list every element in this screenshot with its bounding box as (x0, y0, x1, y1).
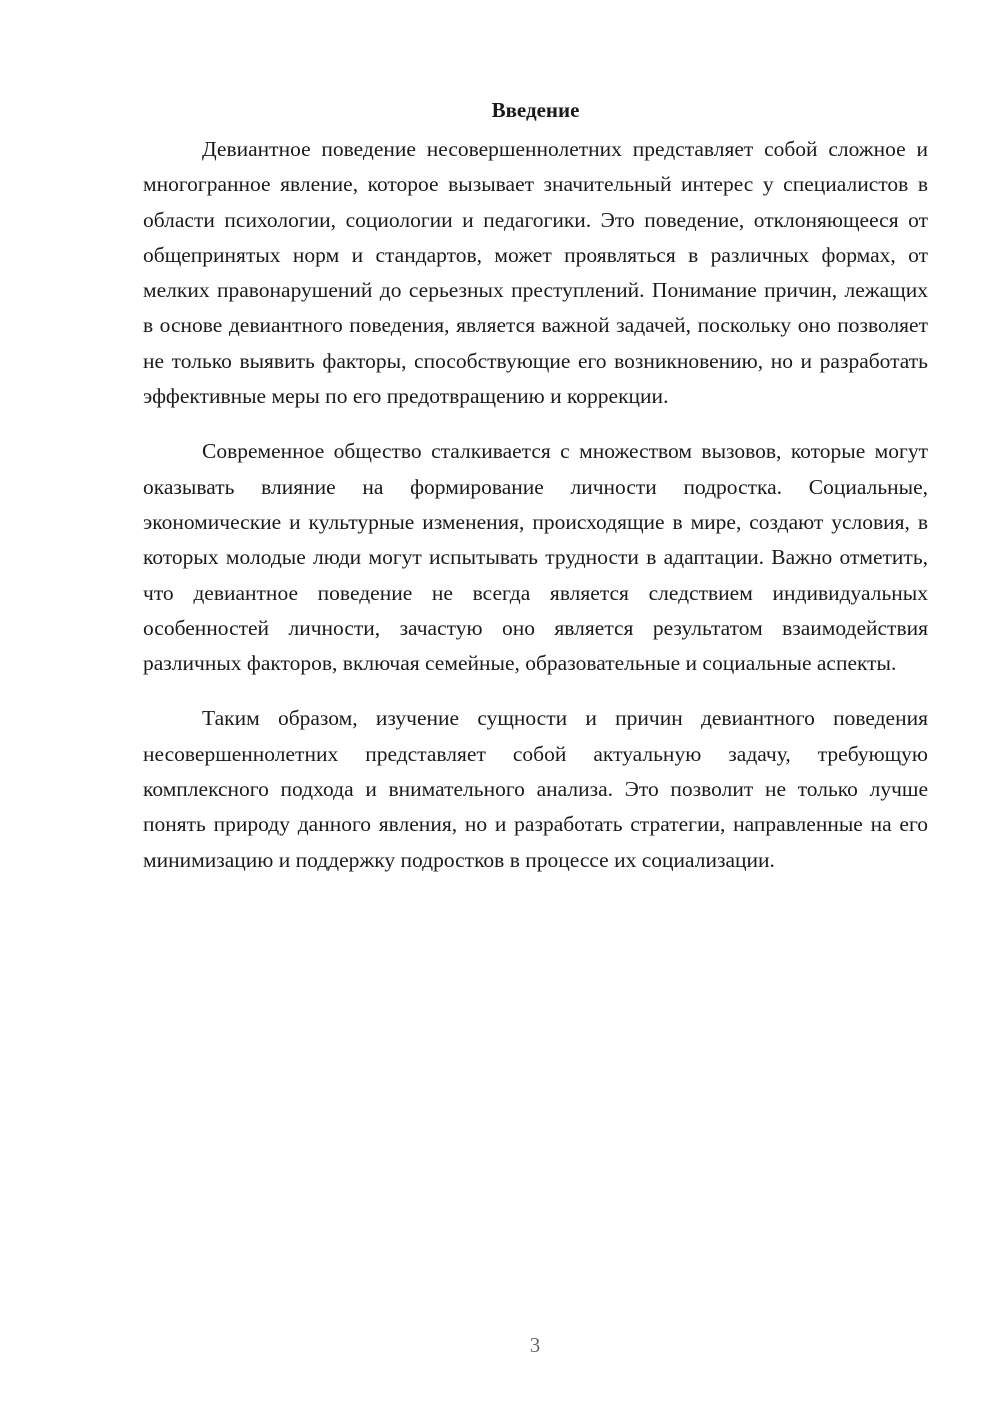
page-content (143, 92, 928, 898)
section-heading: Введение (491, 98, 580, 122)
paragraph-2: Современное общество сталкивается с множеством вызовов, которые могут оказывать влияние на формирование личности подростка. Социальные, экономические и культурные изменения, происходящие в мире, создают условия, в которых молодые люди могут испытывать трудности в адаптации. Важно отметить, что девиантное поведение не всегда является следствием индивидуальных особенностей личности, зачастую оно является результатом взаимодействия различных факторов, включая семейные, образовательные и социальные аспекты. (143, 439, 928, 676)
page-number: 3 (529, 1333, 541, 1357)
paragraph-3: Таким образом, изучение сущности и причин девиантного поведения несовершеннолетних представляет собой актуальную задачу, требующую комплексного подхода и внимательного анализа. Это позволит не только лучше понять природу данного явления, но и разработать стратегии, направленные на его минимизацию и поддержку подростков в процессе их социализации. (143, 706, 928, 872)
paragraph-1: Девиантное поведение несовершеннолетних представляет собой сложное и многогранное явление, которое вызывает значительный интерес у специалистов в области психологии, социологии и педагогики. Это поведение, отклоняющееся от общепринятых норм и стандартов, может проявляться в различных формах, от мелких правонарушений до серьезных преступлений. Понимание причин, лежащих в основе девиантного поведения, является важной задачей, поскольку оно позволяет не только выявить факторы, способствующие его возникновению, но и разработать эффективные меры по его предотвращению и коррекции. (143, 137, 928, 409)
